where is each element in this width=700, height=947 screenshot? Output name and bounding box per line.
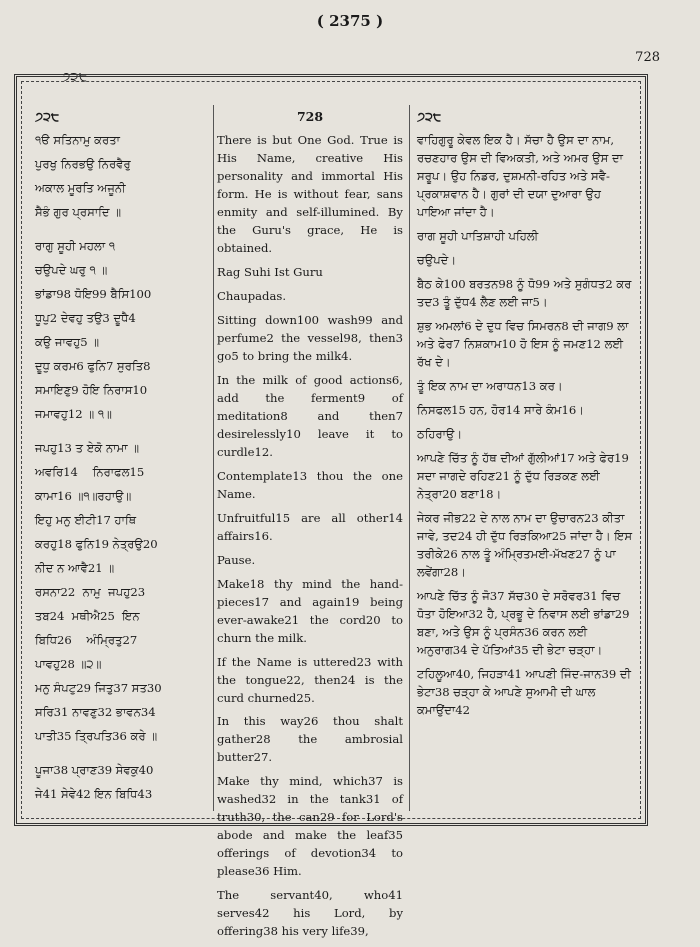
punjabi-line: ਸ਼ੁਭ ਅਮਲਾਂ6 ਦੇ ਦੁਧ ਵਿਚ ਸਿਮਰਨ8 ਦੀ ਜਾਗ9 ਲਾ ਅਤੇ ਫੇਰ7 ਨਿਸ਼ਕਾਮ10 ਹੋ ਇਸ ਨੂੰ ਜਮਣ12 ਲਈ ਰੱਖ ਦੇ। xyxy=(417,319,633,370)
gurmukhi-line: ਰਸਨਾ22 ਨਾਮੁ ਜਪਹੁ23 xyxy=(35,584,146,599)
punjabi-lines xyxy=(417,132,637,719)
gurmukhi-lines xyxy=(35,132,225,803)
left-corner-number: ੭੨੮ xyxy=(62,70,88,85)
gurmukhi-line: ਜਪਹੁ13 ਤ ਏਕੋ ਨਾਮਾ ॥ xyxy=(35,441,140,455)
english-header: 728 xyxy=(296,109,324,124)
top-page-number: ( 2375 ) xyxy=(316,12,384,30)
gurmukhi-line: ਅਵਰਿ14 ਨਿਰਾਫਲ15 xyxy=(35,464,145,479)
gurmukhi-line: ਦੂਧੁ ਕਰਮ6 ਫੁਨਿ7 ਸੁਰਤਿ8 xyxy=(35,359,151,374)
gurmukhi-column xyxy=(35,107,225,810)
gurmukhi-line: ਤਬ24 ਮਥੀਐ25 ਇਨ xyxy=(35,608,140,623)
punjabi-line: ਰਾਗ ਸੂਹੀ ਪਾਤਿਸ਼ਾਹੀ ਪਹਿਲੀ xyxy=(417,229,539,244)
gurmukhi-line: ਪੂਜਾ38 ਪ੍ਰਾਣ39 ਸੇਵਕੁ40 xyxy=(35,762,154,777)
gurmukhi-line: ਪਾਤੀ35 ਤ੍ਰਿਪਤਿ36 ਕਰੇ ॥ xyxy=(35,728,158,743)
punjabi-column xyxy=(417,107,637,725)
punjabi-line: ਬੈਠ ਕੇ100 ਬਰਤਨ98 ਨੂੰ ਧੋ99 ਅਤੇ ਸੁਗੰਧਤ2 ਕਰ ਤਦ3 ਤੂੰ ਦੁੱਧ4 ਲੈਣ ਲਈ ਜਾ5। xyxy=(417,277,636,310)
english-line: Rag Suhi Ist Guru xyxy=(217,265,323,280)
punjabi-line: ਟਹਿਲੂਆ40, ਜਿਹੜਾ41 ਆਪਣੀ ਜਿੰਦ-ਜਾਨ39 ਦੀ ਭੇਟਾ38 ਚੜ੍ਹਾ ਕੇ ਆਪਣੇ ਸੁਆਮੀ ਦੀ ਘਾਲ ਕਮਾਉਂਦਾ42 xyxy=(417,666,635,717)
gurmukhi-line xyxy=(35,752,225,762)
punjabi-line: ਠਹਿਰਾਉ। xyxy=(417,426,463,441)
english-line: In the milk of good actions6, add the ferment9 of meditation8 and then7 desirelessly10 leave it to curdle12. xyxy=(217,373,407,459)
gurmukhi-line: ਸੈਭੰ ਗੁਰ ਪ੍ਰਸਾਦਿ ॥ xyxy=(35,205,122,220)
english-line: Contemplate13 thou the one Name. xyxy=(217,468,407,501)
gurmukhi-line: ੧ੳ ਸਤਿਨਾਮੁ ਕਰਤਾ xyxy=(35,133,120,148)
gurmukhi-line: ਚਉਪਦੇ ਘਰੁ ੧ ॥ xyxy=(35,263,108,278)
english-lines xyxy=(217,132,407,941)
gurmukhi-line: ਰਾਗੁ ਸੂਹੀ ਮਹਲਾ ੧ xyxy=(35,239,116,254)
gurmukhi-line: ਕਾਮਾ16 ॥੧॥ਰਹਾਉ॥ xyxy=(35,488,132,503)
gurmukhi-line: ਜਮਾਵਹੁ12 ॥ ੧॥ xyxy=(35,407,112,422)
gurmukhi-line: ਜੇ41 ਸੇਵੇ42 ਇਨ ਬਿਧਿ43 xyxy=(35,786,153,801)
gurmukhi-line: ਕਰਹੁ18 ਫੁਨਿ19 ਨੇਤ੍ਰਉ20 xyxy=(35,536,158,551)
punjabi-line: ਜੇਕਰ ਜੀਭ22 ਦੇ ਨਾਲ ਨਾਮ ਦਾ ਉਚਾਰਨ23 ਕੀਤਾ ਜਾਵੇ, ਤਦ24 ਹੀ ਦੁੱਧ ਰਿੜਕਿਆ25 ਜਾਂਦਾ ਹੈ। ਇਸ ਤਰੀਕੇ26 ਨਾਲ ਤੂੰ ਅੰਮ੍ਰਿਤਮਈ-ਮੱਖਣ27 ਨੂੰ ਪਾ ਲਵੇਂਗਾ28। xyxy=(417,510,636,579)
english-line: Chaupadas. xyxy=(217,289,287,304)
right-page-number: 728 xyxy=(635,50,660,65)
gurmukhi-header: ੭੨੮ xyxy=(35,109,60,124)
english-line: Make18 thy mind the hand-pieces17 and again19 being ever-awake21 the cord20 to churn the milk. xyxy=(217,576,407,645)
gurmukhi-line: ਬਿਧਿ26 ਅੰਮ੍ਰਿਤੁ27 xyxy=(35,632,138,647)
gurmukhi-line: ਪੁਰਖੁ ਨਿਰਭਉ ਨਿਰਵੈਰੁ xyxy=(35,157,131,172)
gurmukhi-line: ਅਕਾਲ ਮੂਰਤਿ ਅਜੂਨੀ xyxy=(35,181,126,196)
english-line: Make thy mind, which37 is washed32 in the tank31 of truth30, the can29 for Lord's abode and make the leaf35 offerings of devotion34 to please36 Him. xyxy=(217,774,407,879)
gurmukhi-line: ਕਉ ਜਾਵਹੁ5 ॥ xyxy=(35,335,100,350)
gurmukhi-line: ਧੂਪੁ2 ਦੇਵਹੁ ਤਉ3 ਦੂਧੈ4 xyxy=(35,311,136,326)
column-divider xyxy=(409,105,410,811)
english-line: Pause. xyxy=(217,552,256,567)
gurmukhi-line: ਮਨੁ ਸੰਪਟੁ29 ਜਿਤੁ37 ਸਤ30 xyxy=(35,680,162,695)
english-line: In this way26 thou shalt gather28 the ambrosial butter27. xyxy=(217,714,407,765)
gurmukhi-line: ਪਾਵਹੁ28 ॥੨॥ xyxy=(35,656,102,671)
english-column xyxy=(217,107,407,947)
gurmukhi-line: ਇਹੁ ਮਨੁ ਈਟੀ17 ਹਾਥਿ xyxy=(35,512,137,527)
punjabi-header: ੭੨੮ xyxy=(417,109,442,124)
punjabi-line: ਆਪਣੇ ਚਿੱਤ ਨੂੰ ਜੋ37 ਸੱਚ30 ਦੇ ਸਰੋਵਰ31 ਵਿਚ ਧੋਤਾ ਹੋਇਆ32 ਹੈ, ਪ੍ਰਭੂ ਦੇ ਨਿਵਾਸ ਲਈ ਭਾਂਡਾ29 ਬਣਾ, ਅਤੇ ਉਸ ਨੂੰ ਪ੍ਰਸੰਨ36 ਕਰਨ ਲਈ ਅਨੁਰਾਗ34 ਦੇ ਪੱਤਿਆਂ35 ਦੀ ਭੇਟਾ ਚੜ੍ਹਾ। xyxy=(417,588,634,657)
gurmukhi-line: ਸਰਿ31 ਨਾਵਣੁ32 ਭਾਵਨ34 xyxy=(35,704,156,719)
punjabi-line: ਚਉਪਦੇ। xyxy=(417,253,457,268)
gurmukhi-line: ਸਮਾਇਣੁ9 ਹੋਇ ਨਿਰਾਸ10 xyxy=(35,383,148,398)
punjabi-line: ਤੂੰ ਇਕ ਨਾਮ ਦਾ ਅਰਾਧਨ13 ਕਰ। xyxy=(417,379,563,393)
english-line: If the Name is uttered23 with the tongue22, then24 is the curd churned25. xyxy=(217,654,407,705)
english-line: Sitting down100 wash99 and perfume2 the vessel98, then3 go5 to bring the milk4. xyxy=(217,313,407,364)
english-line: Unfruitful15 are all other14 affairs16. xyxy=(217,510,407,543)
punjabi-line: ਆਪਣੇ ਚਿੱਤ ਨੂੰ ਹੱਥ ਦੀਆਂ ਗੁੱਲੀਆਂ17 ਅਤੇ ਫੇਰ19 ਸਦਾ ਜਾਗਦੇ ਰਹਿਣ21 ਨੂੰ ਦੁੱਧ ਰਿੜਕਣ ਲਈ ਨੇਤ੍ਰਾ20 ਬਣਾ18। xyxy=(417,450,633,501)
gurmukhi-line: ਨੀਦ ਨ ਆਵੈ21 ॥ xyxy=(35,560,115,575)
english-line: There is but One God. True is His Name, creative His personality and immortal His form. He is without fear, sans enmity and self-illumined. By the Guru's grace, He is obtained. xyxy=(217,133,407,256)
page-frame xyxy=(14,74,648,939)
english-line: The servant40, who41 serves42 his Lord, by offering38 his very life39, xyxy=(217,888,407,939)
punjabi-line: ਵਾਹਿਗੁਰੂ ਕੇਵਲ ਇਕ ਹੈ। ਸੱਚਾ ਹੈ ਉਸ ਦਾ ਨਾਮ, ਰਚਣਹਾਰ ਉਸ ਦੀ ਵਿਅਕਤੀ, ਅਤੇ ਅਮਰ ਉਸ ਦਾ ਸਰੂਪ। ਉਹ ਨਿਡਰ, ਦੁਸ਼ਮਨੀ-ਰਹਿਤ ਅਤੇ ਸਵੈ-ਪ੍ਰਕਾਸ਼ਵਾਨ ਹੈ। ਗੁਰਾਂ ਦੀ ਦਯਾ ਦੁਆਰਾ ਉਹ ਪਾਇਆ ਜਾਂਦਾ ਹੈ। xyxy=(417,133,627,220)
gurmukhi-line xyxy=(35,430,225,440)
gurmukhi-line xyxy=(35,228,225,238)
gurmukhi-line: ਭਾਂਡਾ98 ਧੋਇ99 ਬੈਸਿ100 xyxy=(35,287,152,302)
punjabi-line: ਨਿਸਫਲ15 ਹਨ, ਹੋਰ14 ਸਾਰੇ ਕੰਮ16। xyxy=(417,402,585,417)
